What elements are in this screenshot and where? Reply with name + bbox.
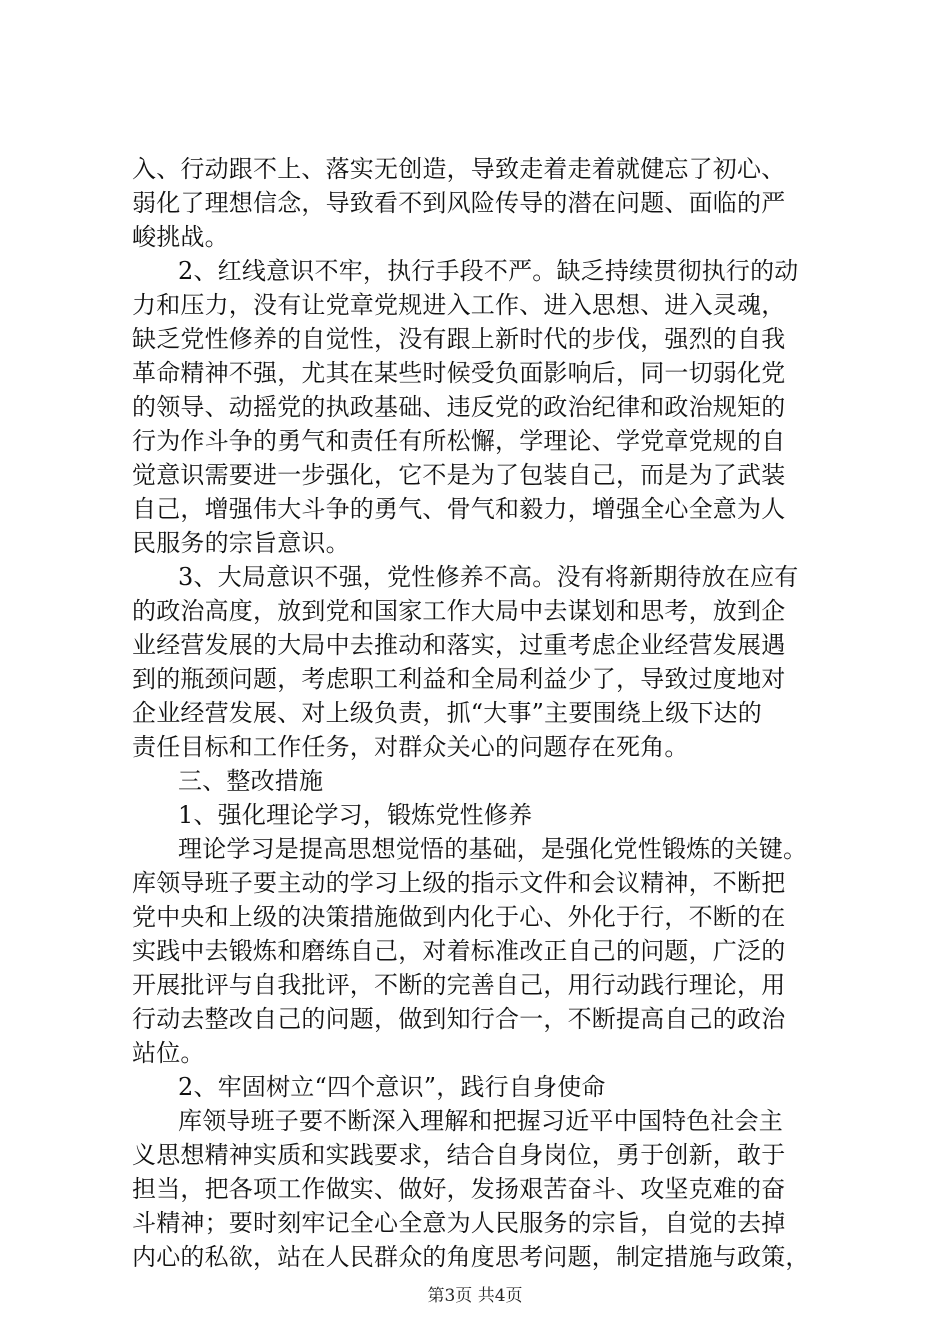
text-line: 开展批评与自我批评，不断的完善自己，用行动践行理论，用: [132, 971, 786, 999]
text-line: 党中央和上级的决策措施做到内化于心、外化于行，不断的在: [132, 903, 786, 931]
text-line: 到的瓶颈问题，考虑职工利益和全局利益少了，导致过度地对: [132, 665, 786, 693]
text-line: 1、强化理论学习，锻炼党性修养: [178, 801, 533, 829]
text-line: 库领导班子要不断深入理解和把握习近平中国特色社会主: [178, 1107, 783, 1135]
text-line: 力和压力，没有让党章党规进入工作、进入思想、进入灵魂，: [132, 291, 786, 319]
text-line: 的政治高度，放到党和国家工作大局中去谋划和思考，放到企: [132, 597, 786, 625]
text-line: 峻挑战。: [132, 223, 229, 251]
text-line: 实践中去锻炼和磨练自己，对着标准改正自己的问题，广泛的: [132, 937, 786, 965]
text-line: 觉意识需要进一步强化，它不是为了包装自己，而是为了武装: [132, 461, 786, 489]
text-line: 自己，增强伟大斗争的勇气、骨气和毅力，增强全心全意为人: [132, 495, 786, 523]
text-line: 革命精神不强，尤其在某些时候受负面影响后，同一切弱化党: [132, 359, 786, 387]
text-line: 2、牢固树立“四个意识”，践行自身使命: [178, 1073, 606, 1101]
text-line: 行为作斗争的勇气和责任有所松懈，学理论、学党章党规的自: [132, 427, 786, 455]
text-line: 理论学习是提高思想觉悟的基础，是强化党性锻炼的关键。: [178, 835, 808, 863]
text-line: 2、红线意识不牢，执行手段不严。缺乏持续贯彻执行的动: [178, 257, 799, 285]
text-line: 站位。: [132, 1039, 205, 1067]
text-line: 责任目标和工作任务，对群众关心的问题存在死角。: [132, 733, 689, 761]
text-line: 库领导班子要主动的学习上级的指示文件和会议精神，不断把: [132, 869, 786, 897]
text-line: 缺乏党性修养的自觉性，没有跟上新时代的步伐，强烈的自我: [132, 325, 786, 353]
text-line: 内心的私欲，站在人民群众的角度思考问题，制定措施与政策，: [132, 1243, 810, 1271]
text-line: 3、大局意识不强，党性修养不高。没有将新期待放在应有: [178, 563, 799, 591]
text-line: 企业经营发展、对上级负责，抓“大事”主要围绕上级下达的: [132, 699, 762, 727]
text-line: 斗精神；要时刻牢记全心全意为人民服务的宗旨，自觉的去掉: [132, 1209, 786, 1237]
document-body: [132, 152, 832, 1274]
text-line: 义思想精神实质和实践要求，结合自身岗位，勇于创新，敢于: [132, 1141, 786, 1169]
text-line: 业经营发展的大局中去推动和落实，过重考虑企业经营发展遇: [132, 631, 786, 659]
text-line: 的领导、动摇党的执政基础、违反党的政治纪律和政治规矩的: [132, 393, 786, 421]
text-line: 弱化了理想信念，导致看不到风险传导的潜在问题、面临的严: [132, 189, 786, 217]
text-line: 担当，把各项工作做实、做好，发扬艰苦奋斗、攻坚克难的奋: [132, 1175, 786, 1203]
text-line: 三、整改措施: [178, 767, 324, 795]
text-line: 入、行动跟不上、落实无创造，导致走着走着就健忘了初心、: [132, 155, 786, 183]
page-footer: 第3页 共4页: [427, 1286, 523, 1306]
text-line: 行动去整改自己的问题，做到知行合一，不断提高自己的政治: [132, 1005, 786, 1033]
text-line: 民服务的宗旨意识。: [132, 529, 350, 557]
